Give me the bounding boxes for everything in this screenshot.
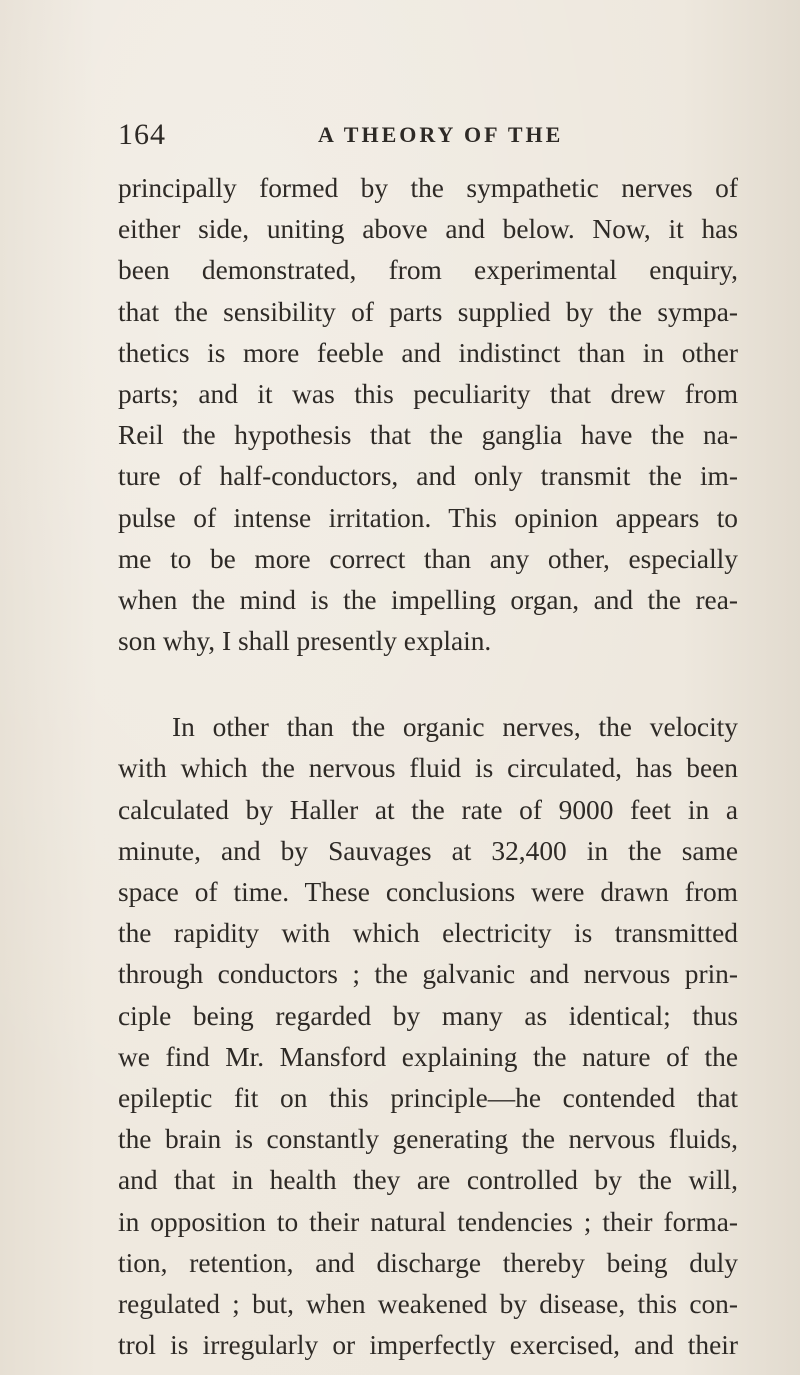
text-line: Reil the hypothesis that the ganglia have the na- (118, 420, 738, 451)
running-head: A THEORY OF THE (318, 122, 564, 147)
paragraph-gap (118, 662, 738, 707)
body-text (118, 168, 738, 1366)
text-line: and that in health they are controlled by the will, (118, 1165, 738, 1196)
text-line: ture of half-conductors, and only transmit the im- (118, 461, 738, 492)
text-line: space of time. These conclusions were drawn from (118, 877, 738, 907)
text-line: the brain is constantly generating the nervous fluids, (118, 1124, 738, 1155)
paragraph-1 (118, 168, 738, 662)
text-line: thetics is more feeble and indistinct than in other (118, 337, 738, 368)
text-line: pulse of intense irritation. This opinion appears to (118, 502, 738, 533)
text-line: either side, uniting above and below. Now, it has (118, 214, 738, 245)
page-header (118, 118, 688, 158)
page-number: 164 (118, 118, 166, 151)
text-line: epileptic fit on this principle—he contended that (118, 1082, 738, 1113)
text-line: in opposition to their natural tendencies ; their forma- (118, 1206, 738, 1237)
text-line: regulated ; but, when weakened by disease, this con- (118, 1288, 738, 1319)
text-line: that the sensibility of parts supplied by the sympa- (118, 296, 738, 327)
text-line: minute, and by Sauvages at 32,400 in the same (118, 835, 738, 866)
text-line: me to be more correct than any other, especially (118, 543, 738, 574)
text-line: we find Mr. Mansford explaining the nature of the (118, 1041, 738, 1072)
text-line: when the mind is the impelling organ, and the rea- (118, 584, 738, 615)
text-line: tion, retention, and discharge thereby being duly (118, 1247, 738, 1278)
text-line: the rapidity with which electricity is transmitted (118, 918, 738, 949)
text-line: In other than the organic nerves, the velocity (172, 712, 738, 743)
text-line: son why, I shall presently explain. (118, 626, 492, 657)
text-line: principally formed by the sympathetic nerves of (118, 173, 738, 203)
paragraph-2 (118, 707, 738, 1366)
text-line: parts; and it was this peculiarity that drew from (118, 378, 738, 409)
text-line: been demonstrated, from experimental enquiry, (118, 255, 738, 286)
text-line: through conductors ; the galvanic and nervous prin- (118, 959, 738, 990)
text-line: with which the nervous fluid is circulated, has been (118, 753, 738, 784)
text-line: calculated by Haller at the rate of 9000 feet in a (118, 794, 738, 825)
text-line: ciple being regarded by many as identical; thus (118, 1000, 738, 1031)
text-line: trol is irregularly or imperfectly exercised, and their (118, 1330, 738, 1361)
